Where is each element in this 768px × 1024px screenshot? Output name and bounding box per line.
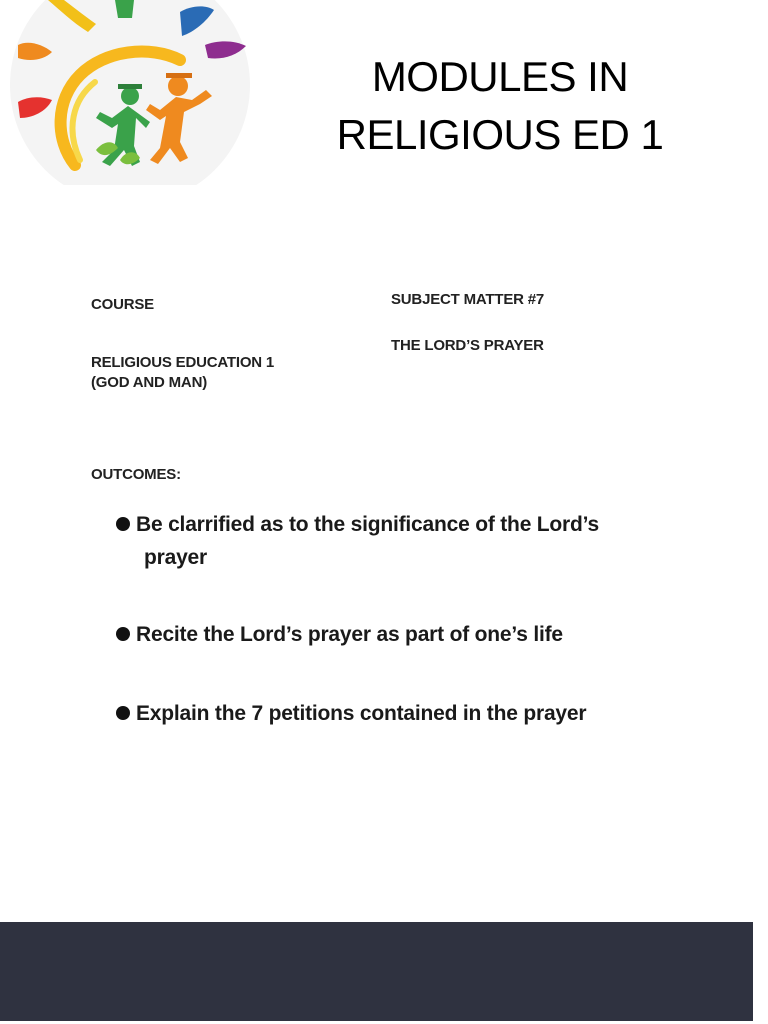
- list-item: [116, 618, 716, 651]
- course-value-line-2: (GOD AND MAN): [91, 374, 207, 391]
- outcome-text: Be clarrified as to the significance of the Lord’s: [136, 513, 599, 536]
- subject-matter-label: SUBJECT MATTER #7: [391, 291, 545, 308]
- footer-bar: [0, 922, 753, 1021]
- bullet-icon: [116, 706, 130, 720]
- outcome-text: Recite the Lord’s prayer as part of one’s life: [136, 623, 563, 646]
- outcomes-list: [116, 508, 716, 730]
- school-logo-icon: [0, 0, 260, 185]
- outcome-text: Explain the 7 petitions contained in the prayer: [136, 702, 587, 725]
- bullet-icon: [116, 627, 130, 641]
- bullet-icon: [116, 517, 130, 531]
- course-value: [91, 353, 274, 393]
- page-title-line-2: RELIGIOUS ED 1: [336, 111, 664, 158]
- course-value-line-1: RELIGIOUS EDUCATION 1: [91, 354, 275, 371]
- page-title: [330, 48, 670, 164]
- list-item: [116, 508, 716, 574]
- list-item: [116, 697, 716, 730]
- course-label: COURSE: [91, 296, 154, 313]
- outcomes-heading: OUTCOMES:: [91, 466, 181, 483]
- page-title-line-1: MODULES IN: [371, 53, 629, 100]
- subject-matter-value: THE LORD’S PRAYER: [391, 337, 544, 354]
- outcome-text-continued: prayer: [144, 546, 208, 569]
